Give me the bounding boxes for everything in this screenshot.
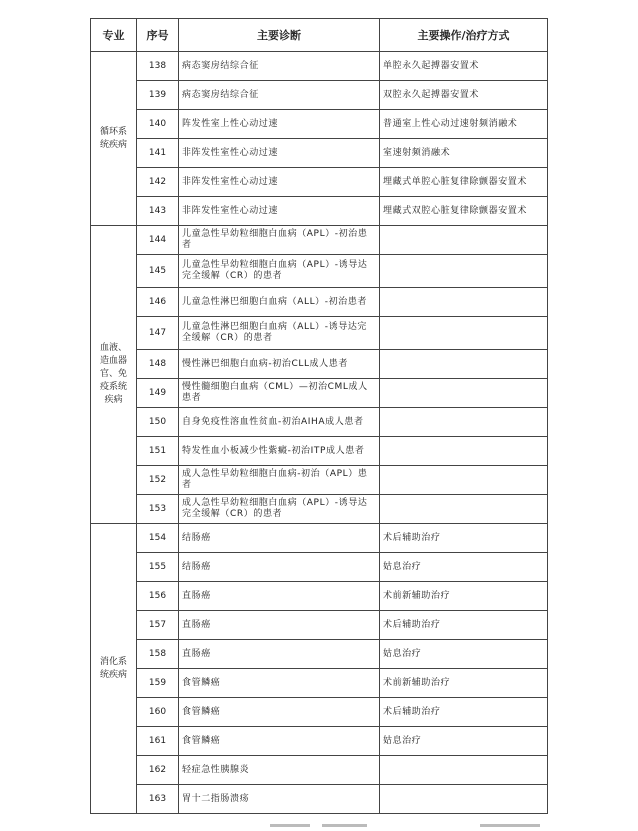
number-cell: 139	[137, 81, 179, 110]
table-row	[91, 611, 548, 640]
header-specialty: 专业	[91, 19, 137, 52]
treatment-cell: 术后辅助治疗	[380, 698, 548, 727]
number-cell: 148	[137, 350, 179, 379]
diagnosis-cell: 非阵发性室性心动过速	[179, 197, 380, 226]
number-cell: 163	[137, 785, 179, 814]
treatment-cell	[380, 437, 548, 466]
treatment-cell	[380, 466, 548, 495]
number-cell: 145	[137, 255, 179, 288]
treatment-cell	[380, 495, 548, 524]
diagnosis-cell: 直肠癌	[179, 611, 380, 640]
table-row	[91, 110, 548, 139]
number-cell: 141	[137, 139, 179, 168]
table-row	[91, 288, 548, 317]
diagnosis-cell: 直肠癌	[179, 640, 380, 669]
diagnosis-cell: 结肠癌	[179, 524, 380, 553]
table-row	[91, 785, 548, 814]
treatment-cell: 术前新辅助治疗	[380, 582, 548, 611]
table-row	[91, 350, 548, 379]
diagnosis-cell: 慢性淋巴细胞白血病-初治CLL成人患者	[179, 350, 380, 379]
diagnosis-cell: 胃十二指肠溃疡	[179, 785, 380, 814]
diagnosis-cell: 成人急性早幼粒细胞白血病（APL）-诱导达完全缓解（CR）的患者	[179, 495, 380, 524]
table-row	[91, 495, 548, 524]
number-cell: 162	[137, 756, 179, 785]
number-cell: 142	[137, 168, 179, 197]
number-cell: 161	[137, 727, 179, 756]
treatment-cell: 双腔永久起搏器安置术	[380, 81, 548, 110]
diagnosis-cell: 结肠癌	[179, 553, 380, 582]
header-diagnosis: 主要诊断	[179, 19, 380, 52]
treatment-cell	[380, 350, 548, 379]
treatment-cell	[380, 785, 548, 814]
table-row	[91, 226, 548, 255]
number-cell: 143	[137, 197, 179, 226]
number-cell: 159	[137, 669, 179, 698]
number-cell: 144	[137, 226, 179, 255]
header-number: 序号	[137, 19, 179, 52]
table-row	[91, 197, 548, 226]
number-cell: 155	[137, 553, 179, 582]
diagnosis-cell: 病态窦房结综合征	[179, 52, 380, 81]
number-cell: 160	[137, 698, 179, 727]
treatment-cell	[380, 756, 548, 785]
table-row	[91, 52, 548, 81]
number-cell: 138	[137, 52, 179, 81]
treatment-cell: 埋藏式双腔心脏复律除颤器安置术	[380, 197, 548, 226]
treatment-cell: 普通室上性心动过速射频消融术	[380, 110, 548, 139]
table-row	[91, 553, 548, 582]
number-cell: 151	[137, 437, 179, 466]
table-header-row	[91, 19, 548, 52]
diagnosis-cell: 食管鳞癌	[179, 698, 380, 727]
treatment-cell	[380, 255, 548, 288]
diagnosis-cell: 儿童急性早幼粒细胞白血病（APL）-诱导达完全缓解（CR）的患者	[179, 255, 380, 288]
number-cell: 152	[137, 466, 179, 495]
number-cell: 158	[137, 640, 179, 669]
table-body	[91, 52, 548, 814]
table-row	[91, 698, 548, 727]
number-cell: 149	[137, 379, 179, 408]
number-cell: 154	[137, 524, 179, 553]
diagnosis-cell: 非阵发性室性心动过速	[179, 168, 380, 197]
treatment-cell: 术前新辅助治疗	[380, 669, 548, 698]
table-row	[91, 139, 548, 168]
diagnosis-table	[90, 18, 548, 814]
specialty-cell: 消化系统疾病	[91, 524, 137, 814]
page-footer	[90, 820, 547, 831]
number-cell: 156	[137, 582, 179, 611]
treatment-cell: 术后辅助治疗	[380, 611, 548, 640]
number-cell: 157	[137, 611, 179, 640]
number-cell: 146	[137, 288, 179, 317]
table-row	[91, 379, 548, 408]
treatment-cell	[380, 226, 548, 255]
treatment-cell: 术后辅助治疗	[380, 524, 548, 553]
diagnosis-cell: 阵发性室上性心动过速	[179, 110, 380, 139]
treatment-cell	[380, 288, 548, 317]
diagnosis-cell: 直肠癌	[179, 582, 380, 611]
diagnosis-cell: 轻症急性胰腺炎	[179, 756, 380, 785]
table-row	[91, 466, 548, 495]
number-cell: 150	[137, 408, 179, 437]
table-row	[91, 81, 548, 110]
treatment-cell	[380, 408, 548, 437]
table-row	[91, 756, 548, 785]
treatment-cell	[380, 379, 548, 408]
diagnosis-cell: 慢性髓细胞白血病（CML）—初治CML成人患者	[179, 379, 380, 408]
diagnosis-cell: 儿童急性淋巴细胞白血病（ALL）-初治患者	[179, 288, 380, 317]
diagnosis-cell: 食管鳞癌	[179, 727, 380, 756]
table-row	[91, 437, 548, 466]
table-row	[91, 255, 548, 288]
table-row	[91, 168, 548, 197]
number-cell: 153	[137, 495, 179, 524]
diagnosis-cell: 自身免疫性溶血性贫血-初治AIHA成人患者	[179, 408, 380, 437]
table-row	[91, 582, 548, 611]
specialty-cell: 血液、造血器官、免疫系统疾病	[91, 226, 137, 524]
treatment-cell: 埋藏式单腔心脏复律除颤器安置术	[380, 168, 548, 197]
table-row	[91, 317, 548, 350]
table-row	[91, 524, 548, 553]
number-cell: 140	[137, 110, 179, 139]
specialty-cell: 循环系统疾病	[91, 52, 137, 226]
treatment-cell: 单腔永久起搏器安置术	[380, 52, 548, 81]
diagnosis-cell: 儿童急性早幼粒细胞白血病（APL）-初治患者	[179, 226, 380, 255]
diagnosis-cell: 食管鳞癌	[179, 669, 380, 698]
number-cell: 147	[137, 317, 179, 350]
diagnosis-cell: 病态窦房结综合征	[179, 81, 380, 110]
diagnosis-cell: 特发性血小板减少性紫癜-初治ITP成人患者	[179, 437, 380, 466]
treatment-cell: 姑息治疗	[380, 553, 548, 582]
treatment-cell: 室速射频消融术	[380, 139, 548, 168]
table-row	[91, 408, 548, 437]
diagnosis-cell: 儿童急性淋巴细胞白血病（ALL）-诱导达完全缓解（CR）的患者	[179, 317, 380, 350]
diagnosis-cell: 非阵发性室性心动过速	[179, 139, 380, 168]
treatment-cell	[380, 317, 548, 350]
table-row	[91, 669, 548, 698]
header-treatment: 主要操作/治疗方式	[380, 19, 548, 52]
diagnosis-cell: 成人急性早幼粒细胞白血病-初治（APL）患者	[179, 466, 380, 495]
table-row	[91, 727, 548, 756]
table-row	[91, 640, 548, 669]
treatment-cell: 姑息治疗	[380, 640, 548, 669]
treatment-cell: 姑息治疗	[380, 727, 548, 756]
